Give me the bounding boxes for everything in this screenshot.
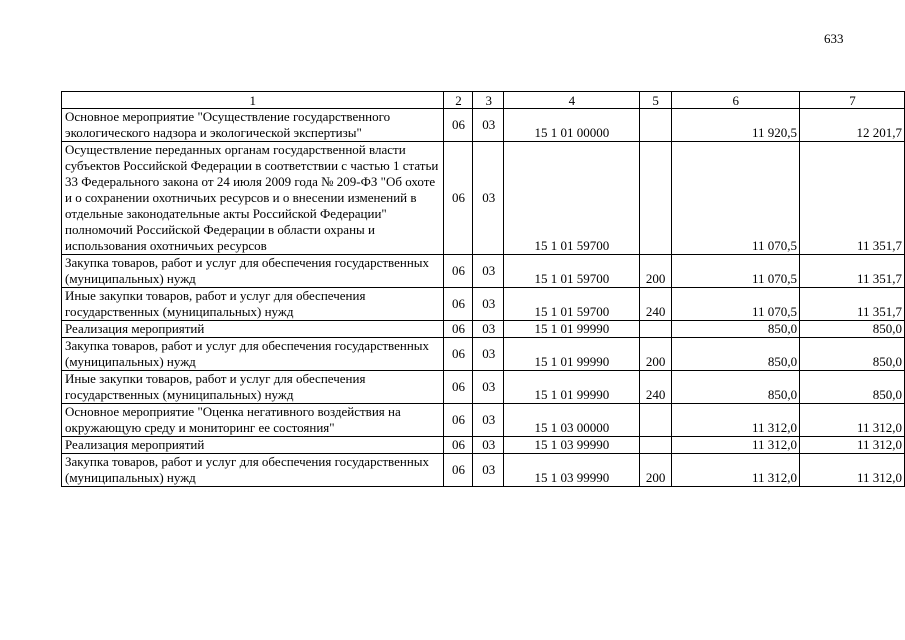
table-row [62,371,905,404]
row-amount-col7: 11 312,0 [800,404,905,437]
row-name: Иные закупки товаров, работ и услуг для обеспечения государственных (муниципальных) нужд [62,288,444,321]
row-expense-type [639,109,671,142]
row-expense-type: 200 [639,454,671,487]
row-subsection: 03 [473,288,504,321]
table-row [62,255,905,288]
row-name: Иные закупки товаров, работ и услуг для обеспечения государственных (муниципальных) нужд [62,371,444,404]
row-subsection: 03 [473,404,504,437]
row-subsection: 03 [473,338,504,371]
row-name: Осуществление переданных органам государственной власти субъектов Российской Федерации в соответствии с частью 1 статьи 33 Федерального закона от 24 июля 2009 года № 209-ФЗ "Об охоте и о сохранении охотничьих ресурсов и о внесении изменений в отдельные законодательные акты Российской Федерации" полномочий Российской Федерации в области охраны и использования охотничьих ресурсов [62,142,444,255]
row-amount-col6: 11 312,0 [671,454,800,487]
row-expense-type [639,404,671,437]
row-amount-col7: 850,0 [800,321,905,338]
row-name: Закупка товаров, работ и услуг для обеспечения государственных (муниципальных) нужд [62,255,444,288]
row-target-article: 15 1 01 99990 [504,371,639,404]
row-name: Реализация мероприятий [62,437,444,454]
table-row [62,454,905,487]
row-expense-type: 240 [639,288,671,321]
row-target-article: 15 1 01 59700 [504,255,639,288]
row-amount-col6: 11 070,5 [671,255,800,288]
row-section: 06 [443,404,473,437]
row-subsection: 03 [473,142,504,255]
row-subsection: 03 [473,454,504,487]
row-target-article: 15 1 01 99990 [504,338,639,371]
row-target-article: 15 1 01 99990 [504,321,639,338]
row-amount-col6: 850,0 [671,371,800,404]
row-amount-col7: 11 312,0 [800,437,905,454]
table-row [62,288,905,321]
row-amount-col7: 11 351,7 [800,288,905,321]
row-expense-type: 240 [639,371,671,404]
row-section: 06 [443,371,473,404]
row-expense-type [639,321,671,338]
row-name: Основное мероприятие "Осуществление государственного экологического надзора и экологической экспертизы" [62,109,444,142]
table-row [62,109,905,142]
header-cell-7: 7 [800,92,905,109]
row-target-article: 15 1 03 99990 [504,437,639,454]
table-row [62,142,905,255]
row-target-article: 15 1 01 59700 [504,142,639,255]
row-amount-col6: 850,0 [671,338,800,371]
header-cell-5: 5 [639,92,671,109]
row-amount-col6: 11 920,5 [671,109,800,142]
row-expense-type [639,437,671,454]
budget-table [61,91,905,487]
row-section: 06 [443,437,473,454]
table-row [62,404,905,437]
row-subsection: 03 [473,109,504,142]
row-subsection: 03 [473,371,504,404]
row-target-article: 15 1 03 99990 [504,454,639,487]
row-name: Реализация мероприятий [62,321,444,338]
row-name: Основное мероприятие "Оценка негативного воздействия на окружающую среду и мониторинг ее состояния" [62,404,444,437]
table-row [62,437,905,454]
row-expense-type: 200 [639,338,671,371]
row-section: 06 [443,321,473,338]
header-cell-4: 4 [504,92,639,109]
row-amount-col7: 850,0 [800,338,905,371]
table-header-row [62,92,905,109]
row-amount-col7: 11 351,7 [800,142,905,255]
row-section: 06 [443,454,473,487]
row-subsection: 03 [473,255,504,288]
row-section: 06 [443,288,473,321]
header-cell-2: 2 [443,92,473,109]
row-name: Закупка товаров, работ и услуг для обеспечения государственных (муниципальных) нужд [62,454,444,487]
row-expense-type [639,142,671,255]
page-number: 633 [824,31,844,46]
row-target-article: 15 1 01 59700 [504,288,639,321]
header-cell-1: 1 [62,92,444,109]
row-amount-col6: 11 312,0 [671,404,800,437]
row-subsection: 03 [473,321,504,338]
row-amount-col6: 11 070,5 [671,288,800,321]
table-row [62,321,905,338]
row-amount-col6: 850,0 [671,321,800,338]
row-target-article: 15 1 03 00000 [504,404,639,437]
row-section: 06 [443,255,473,288]
table-row [62,338,905,371]
header-cell-3: 3 [473,92,504,109]
row-section: 06 [443,142,473,255]
header-cell-6: 6 [671,92,800,109]
row-amount-col7: 850,0 [800,371,905,404]
row-amount-col7: 12 201,7 [800,109,905,142]
row-amount-col6: 11 312,0 [671,437,800,454]
row-name: Закупка товаров, работ и услуг для обеспечения государственных (муниципальных) нужд [62,338,444,371]
row-amount-col7: 11 312,0 [800,454,905,487]
row-section: 06 [443,338,473,371]
row-expense-type: 200 [639,255,671,288]
row-amount-col7: 11 351,7 [800,255,905,288]
row-section: 06 [443,109,473,142]
row-amount-col6: 11 070,5 [671,142,800,255]
row-subsection: 03 [473,437,504,454]
row-target-article: 15 1 01 00000 [504,109,639,142]
